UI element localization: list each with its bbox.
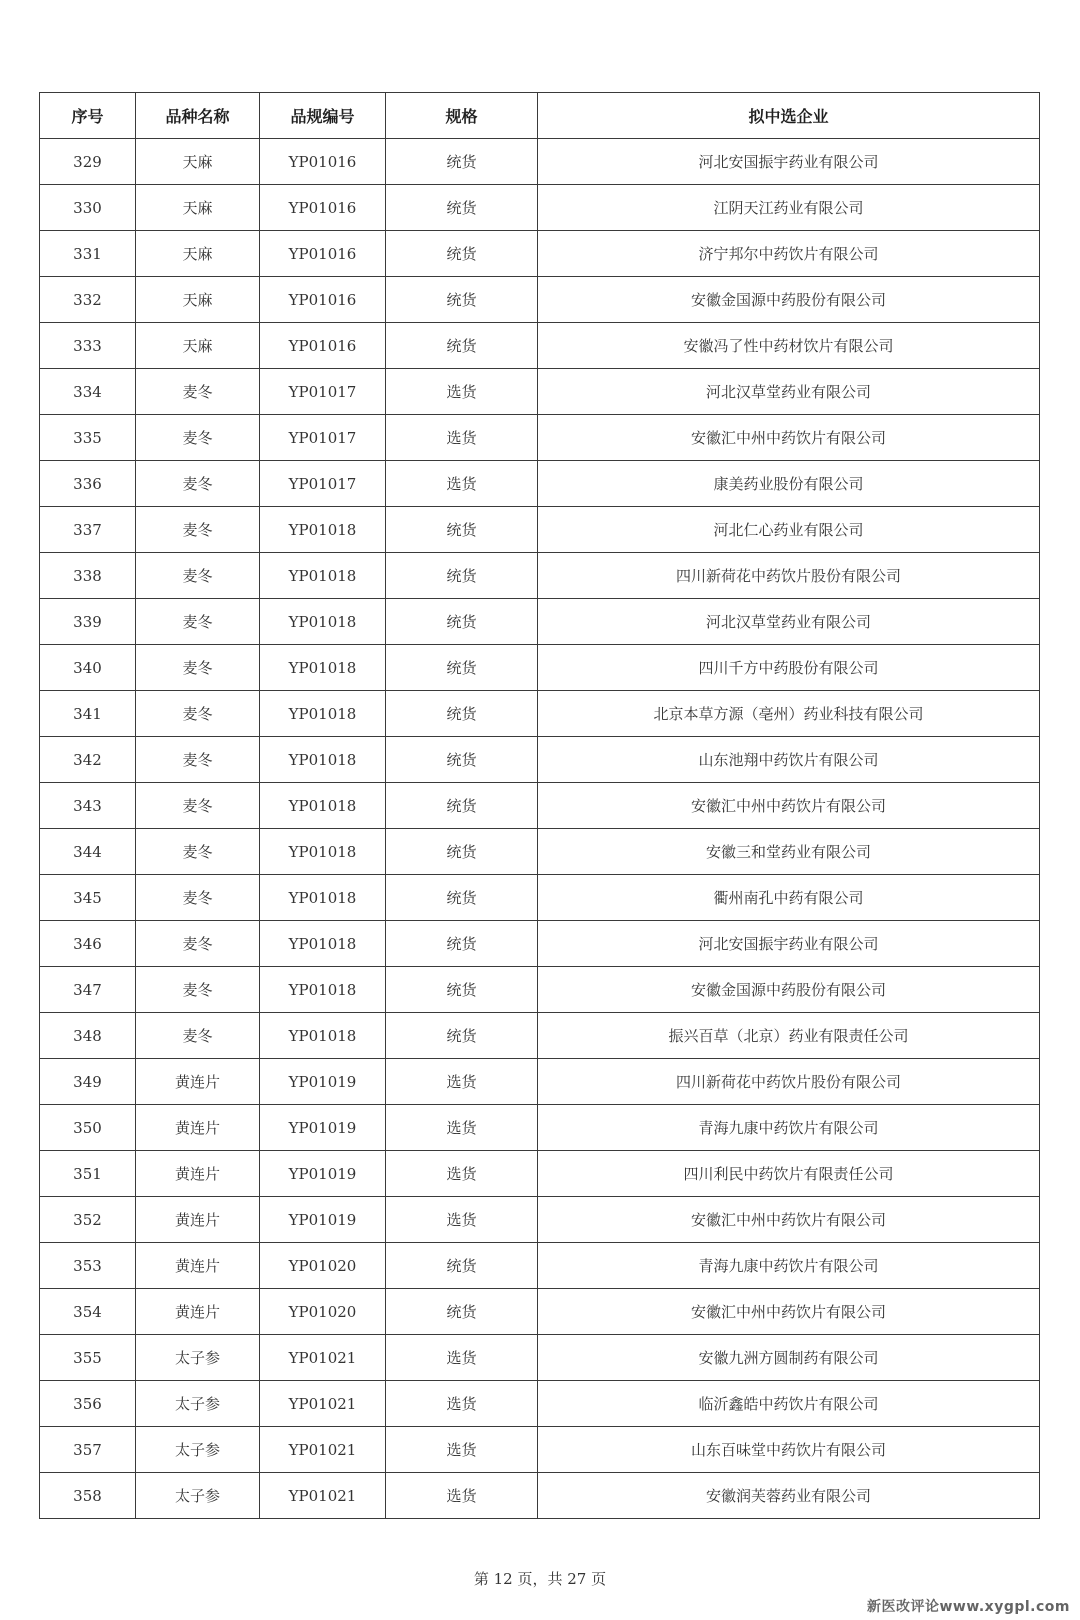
serial-number-cell: 344 (40, 829, 136, 875)
table-row (40, 185, 1040, 231)
serial-number-cell: 345 (40, 875, 136, 921)
variety-name-cell: 麦冬 (136, 875, 260, 921)
variety-name-cell: 黄连片 (136, 1105, 260, 1151)
variety-name-cell: 太子参 (136, 1335, 260, 1381)
serial-number-cell: 353 (40, 1243, 136, 1289)
table-row (40, 139, 1040, 185)
variety-name-cell: 麦冬 (136, 691, 260, 737)
serial-number-cell: 347 (40, 967, 136, 1013)
table-row (40, 1427, 1040, 1473)
spec-code-cell: YP01016 (260, 323, 386, 369)
enterprise-cell: 河北仁心药业有限公司 (538, 507, 1040, 553)
serial-number-cell: 343 (40, 783, 136, 829)
enterprise-cell: 安徽金国源中药股份有限公司 (538, 277, 1040, 323)
specification-cell: 统货 (386, 967, 538, 1013)
variety-name-cell: 黄连片 (136, 1197, 260, 1243)
enterprise-cell: 安徽汇中州中药饮片有限公司 (538, 1289, 1040, 1335)
serial-number-cell: 356 (40, 1381, 136, 1427)
specification-cell: 统货 (386, 507, 538, 553)
spec-code-cell: YP01020 (260, 1289, 386, 1335)
table-row (40, 323, 1040, 369)
variety-name-cell: 麦冬 (136, 645, 260, 691)
table-header-row (40, 93, 1040, 139)
specification-cell: 统货 (386, 323, 538, 369)
specification-cell: 统货 (386, 185, 538, 231)
enterprise-cell: 康美药业股份有限公司 (538, 461, 1040, 507)
spec-code-cell: YP01017 (260, 461, 386, 507)
enterprise-cell: 安徽冯了性中药材饮片有限公司 (538, 323, 1040, 369)
specification-cell: 统货 (386, 645, 538, 691)
variety-name-cell: 天麻 (136, 277, 260, 323)
enterprise-cell: 江阴天江药业有限公司 (538, 185, 1040, 231)
variety-name-cell: 麦冬 (136, 829, 260, 875)
serial-number-cell: 339 (40, 599, 136, 645)
table-row (40, 737, 1040, 783)
table-header (40, 93, 1040, 139)
spec-code-cell: YP01021 (260, 1335, 386, 1381)
header-specification: 规格 (386, 93, 538, 139)
table-row (40, 691, 1040, 737)
enterprise-cell: 衢州南孔中药有限公司 (538, 875, 1040, 921)
enterprise-cell: 河北安国振宇药业有限公司 (538, 139, 1040, 185)
enterprise-cell: 四川新荷花中药饮片股份有限公司 (538, 1059, 1040, 1105)
specification-cell: 选货 (386, 1151, 538, 1197)
specification-cell: 选货 (386, 1473, 538, 1519)
serial-number-cell: 331 (40, 231, 136, 277)
page-footer (0, 1568, 1080, 1589)
table-row (40, 599, 1040, 645)
specification-cell: 选货 (386, 1059, 538, 1105)
enterprise-cell: 四川利民中药饮片有限责任公司 (538, 1151, 1040, 1197)
spec-code-cell: YP01018 (260, 921, 386, 967)
specification-cell: 统货 (386, 277, 538, 323)
table-row (40, 783, 1040, 829)
specification-cell: 统货 (386, 691, 538, 737)
spec-code-cell: YP01019 (260, 1197, 386, 1243)
specification-cell: 统货 (386, 875, 538, 921)
table-row (40, 829, 1040, 875)
enterprise-cell: 北京本草方源（亳州）药业科技有限公司 (538, 691, 1040, 737)
variety-name-cell: 麦冬 (136, 507, 260, 553)
enterprise-cell: 青海九康中药饮片有限公司 (538, 1243, 1040, 1289)
specification-cell: 选货 (386, 461, 538, 507)
variety-name-cell: 太子参 (136, 1473, 260, 1519)
spec-code-cell: YP01020 (260, 1243, 386, 1289)
spec-code-cell: YP01021 (260, 1473, 386, 1519)
variety-name-cell: 天麻 (136, 323, 260, 369)
table-row (40, 1335, 1040, 1381)
watermark-text: 新医改评论www.xygpl.com (866, 1599, 1070, 1615)
enterprise-cell: 安徽润芙蓉药业有限公司 (538, 1473, 1040, 1519)
variety-name-cell: 太子参 (136, 1381, 260, 1427)
enterprise-cell: 青海九康中药饮片有限公司 (538, 1105, 1040, 1151)
table-row (40, 231, 1040, 277)
specification-cell: 统货 (386, 1289, 538, 1335)
serial-number-cell: 349 (40, 1059, 136, 1105)
table-row (40, 967, 1040, 1013)
table-row (40, 1243, 1040, 1289)
spec-code-cell: YP01017 (260, 369, 386, 415)
enterprise-cell: 河北汉草堂药业有限公司 (538, 599, 1040, 645)
spec-code-cell: YP01021 (260, 1427, 386, 1473)
variety-name-cell: 麦冬 (136, 921, 260, 967)
table-row (40, 415, 1040, 461)
enterprise-cell: 山东百味堂中药饮片有限公司 (538, 1427, 1040, 1473)
variety-name-cell: 太子参 (136, 1427, 260, 1473)
spec-code-cell: YP01018 (260, 829, 386, 875)
spec-code-cell: YP01018 (260, 599, 386, 645)
variety-name-cell: 黄连片 (136, 1151, 260, 1197)
table-row (40, 645, 1040, 691)
specification-cell: 统货 (386, 921, 538, 967)
enterprise-cell: 临沂鑫皓中药饮片有限公司 (538, 1381, 1040, 1427)
serial-number-cell: 340 (40, 645, 136, 691)
serial-number-cell: 330 (40, 185, 136, 231)
spec-code-cell: YP01017 (260, 415, 386, 461)
spec-code-cell: YP01016 (260, 185, 386, 231)
specification-cell: 统货 (386, 231, 538, 277)
spec-code-cell: YP01019 (260, 1151, 386, 1197)
enterprise-cell: 安徽汇中州中药饮片有限公司 (538, 415, 1040, 461)
spec-code-cell: YP01019 (260, 1059, 386, 1105)
spec-code-cell: YP01018 (260, 875, 386, 921)
spec-code-cell: YP01016 (260, 231, 386, 277)
variety-name-cell: 麦冬 (136, 737, 260, 783)
serial-number-cell: 354 (40, 1289, 136, 1335)
serial-number-cell: 329 (40, 139, 136, 185)
variety-name-cell: 麦冬 (136, 553, 260, 599)
variety-name-cell: 麦冬 (136, 415, 260, 461)
table-row (40, 1473, 1040, 1519)
table-row (40, 1151, 1040, 1197)
serial-number-cell: 358 (40, 1473, 136, 1519)
specification-cell: 选货 (386, 415, 538, 461)
serial-number-cell: 335 (40, 415, 136, 461)
serial-number-cell: 346 (40, 921, 136, 967)
spec-code-cell: YP01018 (260, 1013, 386, 1059)
variety-name-cell: 麦冬 (136, 967, 260, 1013)
specification-cell: 统货 (386, 783, 538, 829)
spec-code-cell: YP01018 (260, 691, 386, 737)
spec-code-cell: YP01018 (260, 967, 386, 1013)
spec-code-cell: YP01018 (260, 553, 386, 599)
table-row (40, 1105, 1040, 1151)
table-row (40, 369, 1040, 415)
spec-code-cell: YP01018 (260, 783, 386, 829)
table-row (40, 875, 1040, 921)
specification-cell: 统货 (386, 553, 538, 599)
enterprise-cell: 安徽汇中州中药饮片有限公司 (538, 1197, 1040, 1243)
specification-cell: 选货 (386, 1381, 538, 1427)
header-spec-code: 品规编号 (260, 93, 386, 139)
serial-number-cell: 341 (40, 691, 136, 737)
table-row (40, 1013, 1040, 1059)
specification-cell: 选货 (386, 1197, 538, 1243)
page-number-label: 第 12 页，共 27 页 (473, 1570, 607, 1588)
specification-cell: 统货 (386, 829, 538, 875)
specification-cell: 选货 (386, 1105, 538, 1151)
header-serial-number: 序号 (40, 93, 136, 139)
spec-code-cell: YP01018 (260, 737, 386, 783)
table-row (40, 1381, 1040, 1427)
serial-number-cell: 348 (40, 1013, 136, 1059)
serial-number-cell: 355 (40, 1335, 136, 1381)
table-row (40, 461, 1040, 507)
enterprise-cell: 安徽金国源中药股份有限公司 (538, 967, 1040, 1013)
selected-enterprises-table (39, 92, 1040, 1519)
serial-number-cell: 351 (40, 1151, 136, 1197)
variety-name-cell: 天麻 (136, 139, 260, 185)
table-row (40, 553, 1040, 599)
variety-name-cell: 黄连片 (136, 1289, 260, 1335)
specification-cell: 统货 (386, 599, 538, 645)
spec-code-cell: YP01021 (260, 1381, 386, 1427)
specification-cell: 选货 (386, 369, 538, 415)
table-body (40, 139, 1040, 1519)
enterprise-cell: 济宁邦尔中药饮片有限公司 (538, 231, 1040, 277)
spec-code-cell: YP01019 (260, 1105, 386, 1151)
serial-number-cell: 357 (40, 1427, 136, 1473)
variety-name-cell: 麦冬 (136, 1013, 260, 1059)
table-row (40, 507, 1040, 553)
enterprise-cell: 四川新荷花中药饮片股份有限公司 (538, 553, 1040, 599)
specification-cell: 统货 (386, 1013, 538, 1059)
enterprise-cell: 安徽汇中州中药饮片有限公司 (538, 783, 1040, 829)
enterprise-cell: 振兴百草（北京）药业有限责任公司 (538, 1013, 1040, 1059)
table-row (40, 277, 1040, 323)
specification-cell: 选货 (386, 1427, 538, 1473)
spec-code-cell: YP01016 (260, 277, 386, 323)
serial-number-cell: 333 (40, 323, 136, 369)
table-row (40, 1197, 1040, 1243)
header-proposed-enterprise: 拟中选企业 (538, 93, 1040, 139)
variety-name-cell: 麦冬 (136, 599, 260, 645)
table-row (40, 1059, 1040, 1105)
serial-number-cell: 350 (40, 1105, 136, 1151)
enterprise-cell: 河北汉草堂药业有限公司 (538, 369, 1040, 415)
serial-number-cell: 342 (40, 737, 136, 783)
table-row (40, 1289, 1040, 1335)
enterprise-cell: 四川千方中药股份有限公司 (538, 645, 1040, 691)
enterprise-cell: 安徽九洲方圆制药有限公司 (538, 1335, 1040, 1381)
variety-name-cell: 麦冬 (136, 461, 260, 507)
spec-code-cell: YP01016 (260, 139, 386, 185)
table-row (40, 921, 1040, 967)
specification-cell: 选货 (386, 1335, 538, 1381)
variety-name-cell: 天麻 (136, 185, 260, 231)
specification-cell: 统货 (386, 737, 538, 783)
enterprise-cell: 山东池翔中药饮片有限公司 (538, 737, 1040, 783)
specification-cell: 统货 (386, 139, 538, 185)
specification-cell: 统货 (386, 1243, 538, 1289)
enterprise-cell: 河北安国振宇药业有限公司 (538, 921, 1040, 967)
spec-code-cell: YP01018 (260, 507, 386, 553)
header-variety-name: 品种名称 (136, 93, 260, 139)
variety-name-cell: 黄连片 (136, 1059, 260, 1105)
serial-number-cell: 336 (40, 461, 136, 507)
serial-number-cell: 338 (40, 553, 136, 599)
variety-name-cell: 天麻 (136, 231, 260, 277)
serial-number-cell: 337 (40, 507, 136, 553)
variety-name-cell: 黄连片 (136, 1243, 260, 1289)
serial-number-cell: 332 (40, 277, 136, 323)
serial-number-cell: 334 (40, 369, 136, 415)
serial-number-cell: 352 (40, 1197, 136, 1243)
variety-name-cell: 麦冬 (136, 369, 260, 415)
variety-name-cell: 麦冬 (136, 783, 260, 829)
spec-code-cell: YP01018 (260, 645, 386, 691)
enterprise-cell: 安徽三和堂药业有限公司 (538, 829, 1040, 875)
